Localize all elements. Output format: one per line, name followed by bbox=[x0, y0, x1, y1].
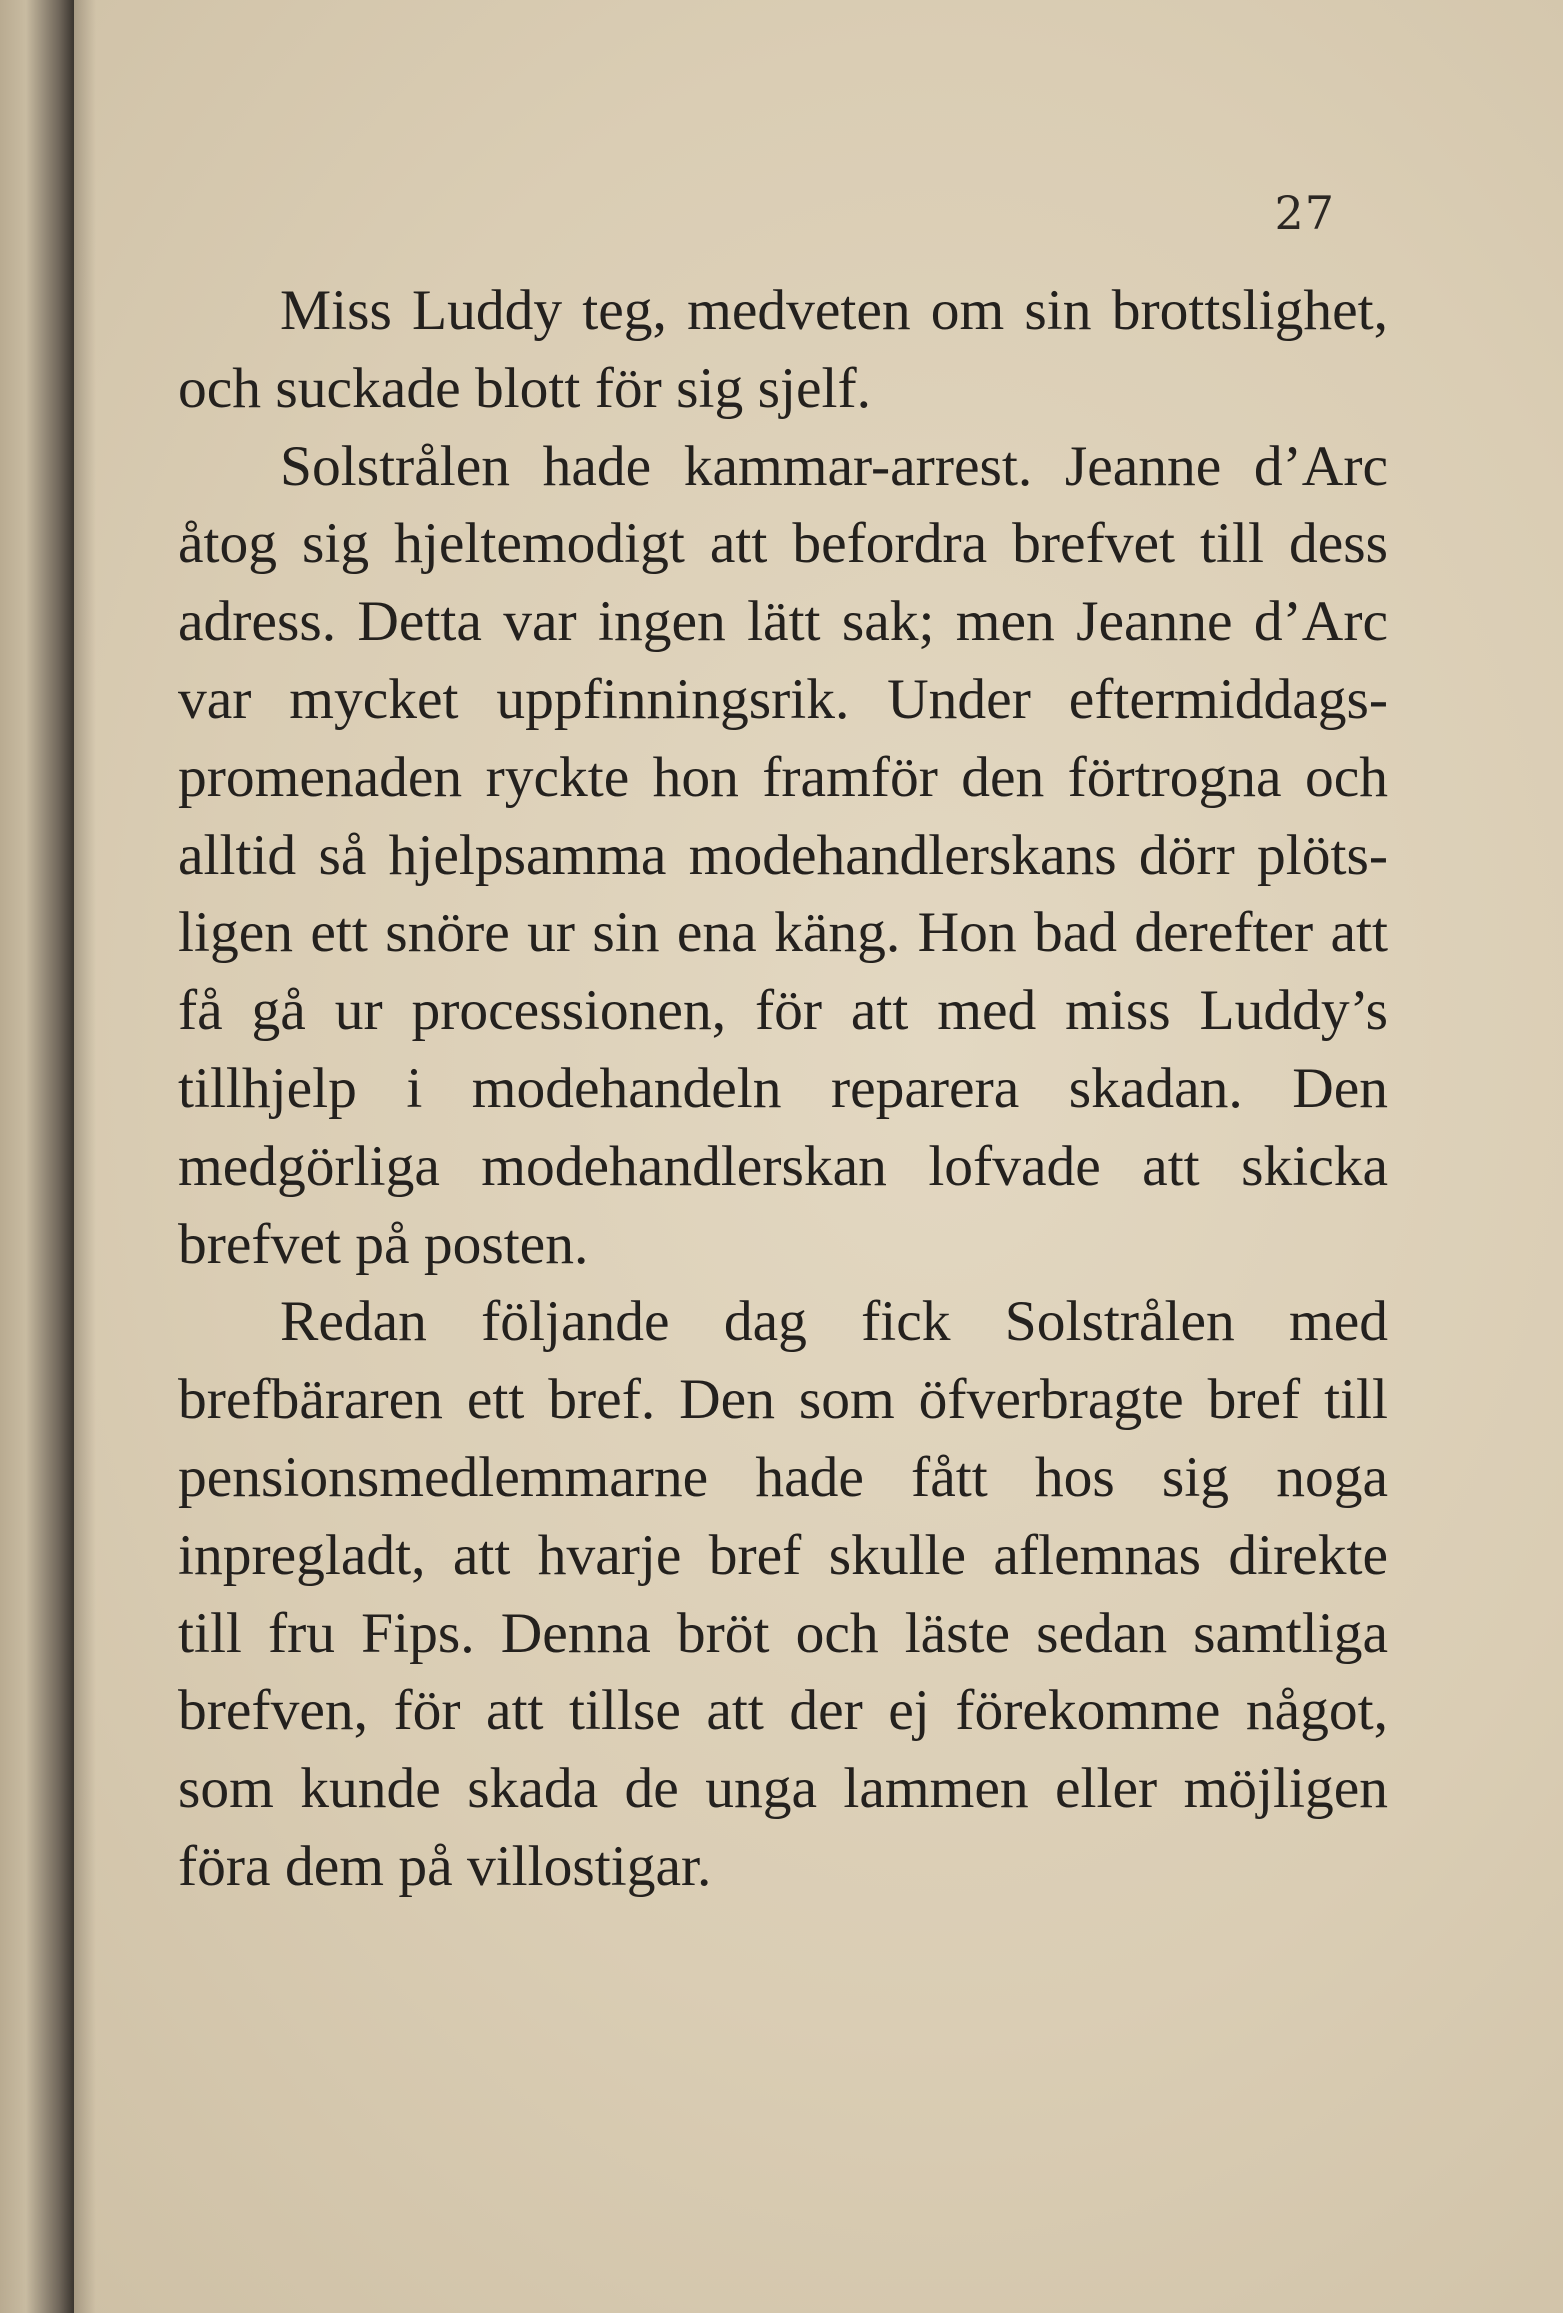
page-number: 27 bbox=[1274, 186, 1335, 240]
paragraph-2: Solstrålen hade kammar-arrest. Jeanne d’Arc åtog sig hjeltemodigt att befordra brefvet till dess adress. Detta var ingen lätt sak; men Jeanne d’Arc var mycket uppfinningsrik. Under eftermiddags-promenaden ryckte hon framför den förtrogna och alltid så hjelpsamma modehandlerskans dörr plötsligen ett snöre ur sin ena käng. Hon bad derefter att få gå ur processionen, för att med miss Luddy’s tillhjelp i modehandeln reparera skadan. Den medgörliga modehandlerskan lofvade att skicka brefvet på posten. bbox=[178, 434, 1388, 1276]
body-text bbox=[178, 272, 1388, 1906]
paragraph-1: Miss Luddy teg, medveten om sin brottslighet, och suckade blott för sig sjelf. bbox=[178, 279, 1388, 420]
paragraph-3: Redan följande dag fick Solstrålen med brefbäraren ett bref. Den som öfverbragte bref till pensionsmedlemmarne hade fått hos sig noga inpregladt, att hvarje bref skulle aflemnas direkte till fru Fips. Denna bröt och läste sedan samtliga brefven, för att tillse att der ej förekomme något, som kunde skada de unga lammen eller möjligen föra dem på villostigar. bbox=[178, 1290, 1388, 1898]
page-binding-edge bbox=[0, 0, 74, 2313]
page-gutter-shadow bbox=[74, 0, 96, 2313]
